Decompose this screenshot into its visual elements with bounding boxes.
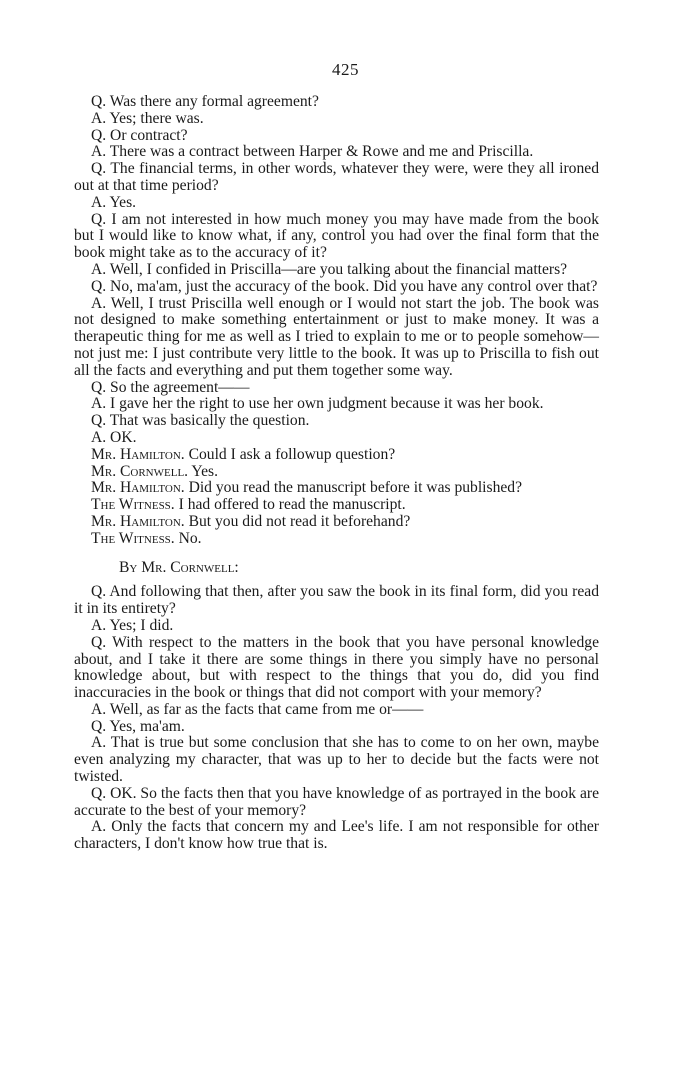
testimony-section-2	[74, 584, 599, 853]
colloquy-paragraph: Mr. Hamilton. Did you read the manuscript before it was published?	[91, 479, 523, 497]
testimony-paragraph: A. Well, I confided in Priscilla—are you talking about the financial matters?	[91, 260, 568, 278]
testimony-paragraph: Q. And following that then, after you saw the book in its final form, did you read it in its entirety?	[74, 583, 599, 618]
speaker-label: Mr. Hamilton.	[91, 479, 185, 497]
speaker-label: Mr. Hamilton.	[91, 512, 185, 530]
testimony-paragraph: Q. The financial terms, in other words, whatever they were, were they all ironed out at that time period?	[74, 160, 599, 194]
testimony-paragraph: A. I gave her the right to use her own judgment because it was her book.	[91, 395, 544, 413]
testimony-paragraph: A. Well, as far as the facts that came from me or——	[91, 700, 424, 718]
testimony-section-1	[74, 94, 599, 548]
testimony-paragraph: A. Well, I trust Priscilla well enough or I would not start the job. The book was not designed to make something entertainment or just to make money. It was a therapeutic thing for me as well as I tried to explain to me or to people somehow—not just me: I just contribute very little to the book. It was up to Priscilla to fish out all the facts and everything and put them together some way.	[74, 294, 599, 379]
speaker-label: The Witness.	[91, 529, 175, 547]
testimony-paragraph: Q. Or contract?	[91, 126, 188, 144]
speaker-label: The Witness.	[91, 496, 175, 514]
testimony-paragraph: Q. That was basically the question.	[91, 412, 310, 430]
testimony-paragraph: Q. Was there any formal agreement?	[91, 93, 319, 110]
testimony-paragraph: Q. With respect to the matters in the book that you have personal knowledge about, and I take it there are some things in there you simply have no personal knowledge about, but with respect to the things that you do, did you find inaccuracies in the book or things that did not comport with your memory?	[74, 633, 599, 702]
colloquy-paragraph: The Witness. No.	[91, 529, 202, 547]
colloquy-paragraph: Mr. Cornwell. Yes.	[91, 462, 218, 480]
page-number: 425	[332, 60, 359, 79]
testimony-paragraph: A. That is true but some conclusion that she has to come to on her own, maybe even analyzing my character, that was up to her to decide but the facts were not twisted.	[74, 734, 599, 786]
testimony-paragraph: Q. I am not interested in how much money you may have made from the book but I would like to know what, if any, control you had over the final form that the book might take as to the accuracy of it?	[74, 210, 599, 262]
colloquy-paragraph: Mr. Hamilton. But you did not read it beforehand?	[91, 512, 411, 530]
testimony-body	[74, 94, 599, 853]
examiner-byline: By Mr. Cornwell:	[119, 558, 239, 576]
testimony-paragraph: A. Only the facts that concern my and Lee's life. I am not responsible for other characters, I don't know how true that is.	[74, 818, 599, 853]
testimony-paragraph: A. Yes; I did.	[91, 616, 174, 634]
testimony-paragraph: Q. Yes, ma'am.	[91, 717, 185, 735]
testimony-paragraph: A. OK.	[91, 428, 137, 446]
testimony-paragraph: A. Yes; there was.	[91, 109, 204, 127]
speaker-label: Mr. Hamilton.	[91, 445, 185, 463]
speaker-label: Mr. Cornwell.	[91, 462, 189, 480]
testimony-paragraph: A. There was a contract between Harper & Rowe and me and Priscilla.	[91, 143, 534, 161]
colloquy-paragraph: The Witness. I had offered to read the manuscript.	[91, 496, 406, 514]
colloquy-paragraph: Mr. Hamilton. Could I ask a followup question?	[91, 445, 396, 463]
testimony-paragraph: Q. No, ma'am, just the accuracy of the book. Did you have any control over that?	[91, 277, 598, 295]
testimony-paragraph: Q. OK. So the facts then that you have knowledge of as portrayed in the book are accurate to the best of your memory?	[74, 784, 599, 819]
testimony-paragraph: A. Yes.	[91, 193, 137, 211]
testimony-paragraph: Q. So the agreement——	[91, 378, 250, 396]
